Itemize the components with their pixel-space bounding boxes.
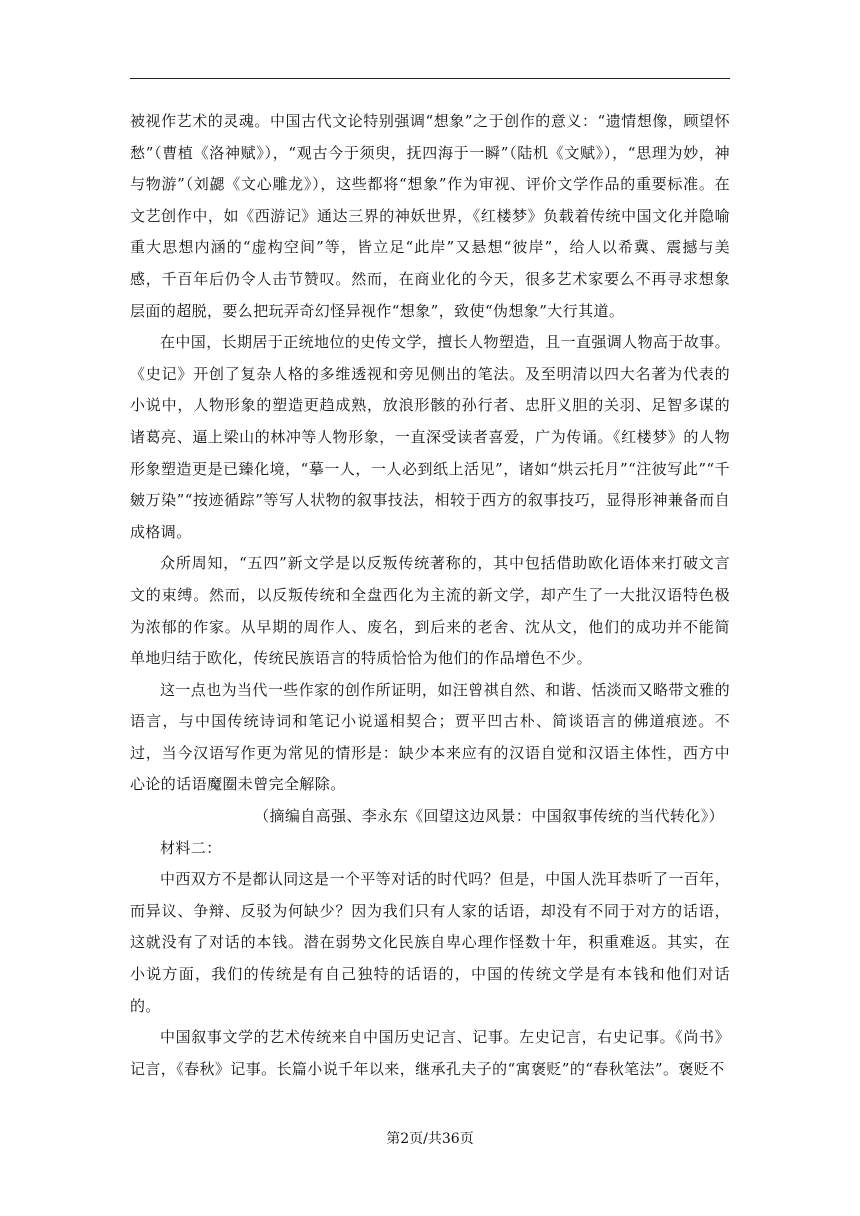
page-number: 第2页/共36页 xyxy=(386,1131,474,1147)
paragraph: 这一点也为当代一些作家的创作所证明，如汪曾祺自然、和谐、恬淡而又略带文雅的语言，与中国传统诗词和笔记小说遥相契合；贾平凹古朴、简谈语言的佛道痕迹。不过，当今汉语写作更为常见的情形是：缺少本来应有的汉语自觉和汉语主体性，西方中心论的话语魔圈未曾完全解除。 xyxy=(130,680,730,794)
header-rule xyxy=(130,78,730,79)
paragraph: 中国叙事文学的艺术传统来自中国历史记言、记事。左史记言，右史记事。《尚书》记言，《春秋》记事。长篇小说千年以来，继承孔夫子的“寓褒贬”的“春秋笔法”。褒贬不 xyxy=(130,1028,730,1078)
paragraph: 在中国，长期居于正统地位的史传文学，擅长人物塑造，且一直强调人物高于故事。《史记》开创了复杂人格的多维透视和旁见侧出的笔法。及至明清以四大名著为代表的小说中，人物形象的塑造更趋成熟，放浪形骸的孙行者、忠肝义胆的关羽、足智多谋的诸葛亮、逼上梁山的林冲等人物形象，一直深受读者喜爱，广为传诵。《红楼梦》的人物形象塑造更是已臻化境，“摹一人，一人必到纸上活见”，诸如“烘云托月”“注彼写此”“千皴万染”“按迹循踪”等写人状物的叙事技法，相较于西方的叙事技巧，显得形神兼备而自成格调。 xyxy=(130,333,730,541)
paragraph: 中西双方不是都认同这是一个平等对话的时代吗？但是，中国人洗耳恭听了一百年，而异议、争辩、反驳为何缺少？因为我们只有人家的话语，却没有不同于对方的话语，这就没有了对话的本钱。潜在弱势文化民族自卑心理作怪数十年，积重难返。其实，在小说方面，我们的传统是有自己独特的话语的，中国的传统文学是有本钱和他们对话的。 xyxy=(130,870,730,1015)
document-body xyxy=(130,106,730,1085)
section-heading-material-2: 材料二： xyxy=(160,838,222,857)
source-citation: （摘编自高强、李永东《回望这边风景：中国叙事传统的当代转化》） xyxy=(254,807,724,826)
paragraph: 众所周知，“五四”新文学是以反叛传统著称的，其中包括借助欧化语体来打破文言文的束缚。然而，以反叛传统和全盘西化为主流的新文学，却产生了一大批汉语特色极为浓郁的作家。从早期的周作人、废名，到后来的老舍、沈从文，他们的成功并不能简单地归结于欧化，传统民族语言的特质恰恰为他们的作品增色不少。 xyxy=(130,554,730,668)
paragraph-continued: 被视作艺术的灵魂。中国古代文论特别强调“想象”之于创作的意义：“遗情想像，顾望怀愁”（曹植《洛神赋》），“观古今于须臾，抚四海于一瞬”（陆机《文赋》），“思理为妙，神与物游”（刘勰《文心雕龙》），这些都将“想象”作为审视、评价文学作品的重要标准。在文艺创作中，如《西游记》通达三界的神妖世界，《红楼梦》负载着传统中国文化并隐喻重大思想内涵的“虚构空间”等，皆立足“此岸”又悬想“彼岸”，给人以希冀、震撼与美感，千百年后仍令人击节赞叹。然而，在商业化的今天，很多艺术家要么不再寻求想象层面的超脱，要么把玩弄奇幻怪异视作“想象”，致使“伪想象”大行其道。 xyxy=(130,112,730,320)
